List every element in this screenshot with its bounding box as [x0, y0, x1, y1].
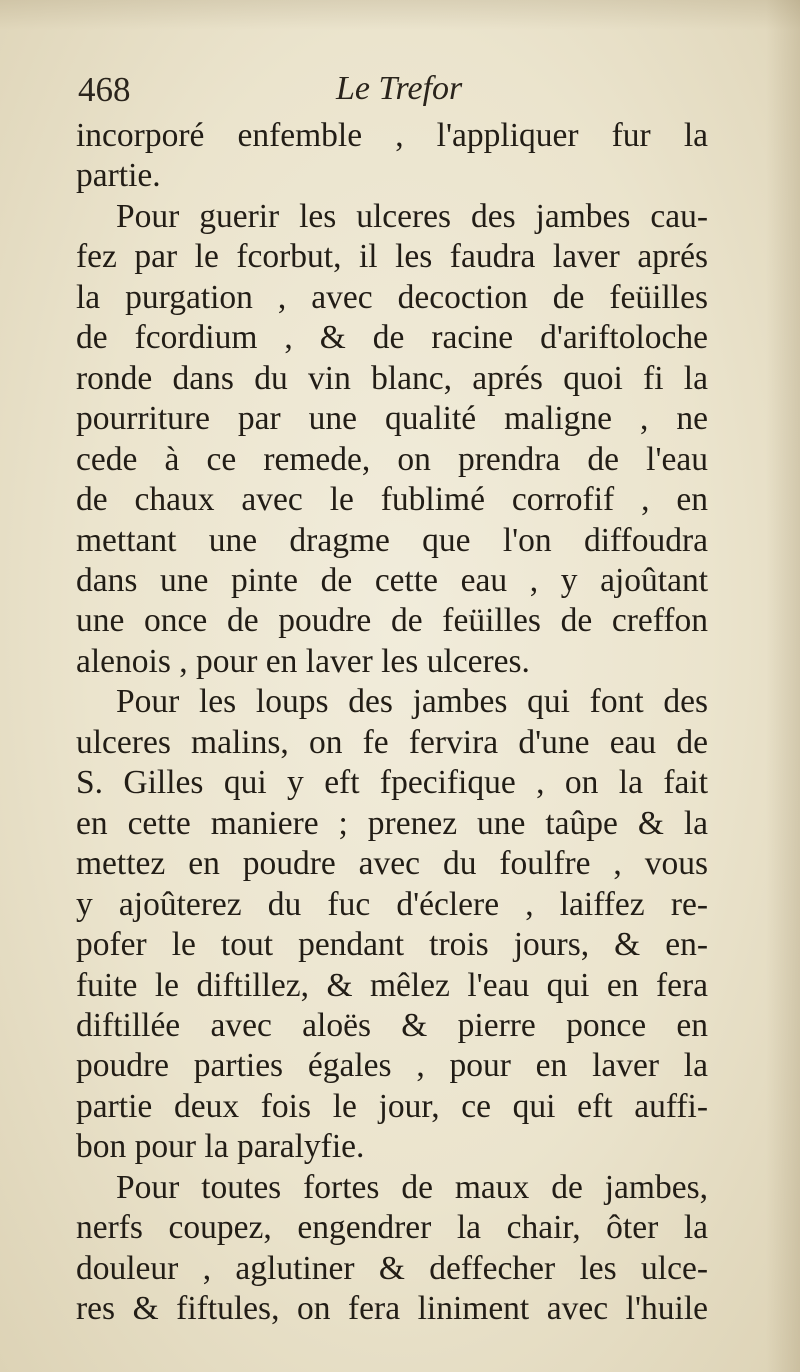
text-line: pourriture par une qualité maligne , ne [76, 400, 708, 438]
text-line: mettez en poudre avec du foulfre , vous [76, 845, 708, 883]
text-line: fez par le fcorbut, il les faudra laver aprés [76, 238, 708, 276]
text-line: poudre parties égales , pour en laver la [76, 1047, 708, 1085]
text-line: une once de poudre de feüilles de creffon [76, 602, 708, 640]
text-line: cede à ce remede, on prendra de l'eau [76, 440, 708, 478]
text-line: Pour toutes fortes de maux de jambes, [116, 1168, 708, 1206]
page-number: 468 [78, 70, 131, 109]
text-line: nerfs coupez, engendrer la chair, ôter la [76, 1209, 708, 1247]
paragraph [76, 197, 708, 682]
text-line: ulceres malins, on fe fervira d'une eau de [76, 723, 708, 761]
page-top-shadow [0, 0, 800, 30]
text-line: fuite le diftillez, & mêlez l'eau qui en fera [76, 966, 708, 1004]
page-gutter-shadow [766, 0, 800, 1372]
text-line: de fcordium , & de racine d'ariftoloche [76, 319, 708, 357]
text-line: incorporé enfemble , l'appliquer fur la [76, 117, 708, 154]
paragraph [76, 116, 708, 197]
text-line: bon pour la paralyfie. [76, 1128, 365, 1166]
text-line: dans une pinte de cette eau , y ajoûtant [76, 561, 708, 599]
paragraph [76, 1168, 708, 1330]
page-header [78, 70, 718, 120]
text-line: y ajoûterez du fuc d'éclere , laiffez re- [76, 885, 708, 923]
text-line: partie. [76, 157, 161, 195]
text-line: de chaux avec le fublimé corrofif , en [76, 481, 708, 519]
text-line: Pour guerir les ulceres des jambes cau- [116, 197, 708, 235]
text-line: douleur , aglutiner & deffecher les ulce- [76, 1249, 708, 1287]
text-line: res & fiftules, on fera liniment avec l'huile [76, 1290, 708, 1328]
text-line: alenois , pour en laver les ulceres. [76, 642, 530, 680]
text-line: en cette maniere ; prenez une taûpe & la [76, 804, 708, 842]
text-line: pofer le tout pendant trois jours, & en- [76, 926, 708, 964]
text-line: Pour les loups des jambes qui font des [116, 683, 708, 721]
running-head: Le Trefor [336, 70, 463, 107]
text-line: partie deux fois le jour, ce qui eft auffi- [76, 1087, 708, 1125]
body-text [76, 116, 708, 1330]
text-line: ronde dans du vin blanc, aprés quoi fi la [76, 359, 708, 397]
text-line: S. Gilles qui y eft fpecifique , on la fait [76, 764, 708, 802]
text-line: la purgation , avec decoction de feüilles [76, 278, 708, 316]
text-line: diftillée avec aloës & pierre ponce en [76, 1006, 708, 1044]
text-line: mettant une dragme que l'on diffoudra [76, 521, 708, 559]
paragraph [76, 682, 708, 1167]
